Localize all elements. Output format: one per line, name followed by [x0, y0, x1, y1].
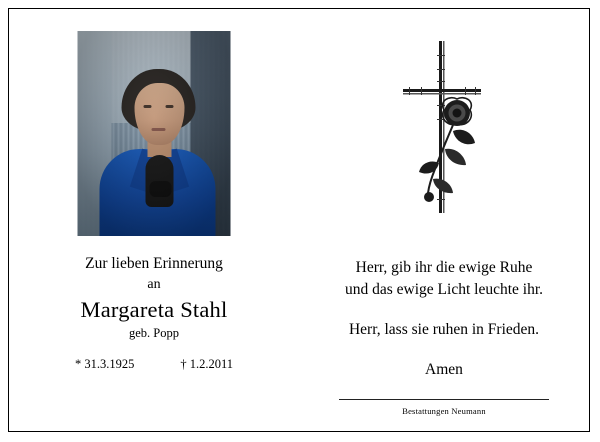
photo-vignette	[78, 31, 231, 236]
card-inner	[9, 9, 589, 431]
prayer-text-block	[309, 257, 579, 418]
right-panel	[299, 9, 589, 431]
death-date: † 1.2.2011	[180, 357, 234, 371]
maiden-name: geb. Popp	[129, 326, 179, 340]
verse-block-1	[309, 257, 579, 301]
portrait-photo-image	[78, 31, 231, 236]
verse-line-3: Herr, lass sie ruhen in Frieden.	[348, 321, 540, 338]
amen-line: Amen	[425, 361, 463, 378]
memorial-text-block	[9, 254, 299, 372]
birth-date: * 31.3.1925	[74, 357, 135, 371]
verse-line-2: und das ewige Licht leuchte ihr.	[345, 281, 543, 298]
cross-with-rose-icon	[369, 35, 519, 220]
verse-line-1: Herr, gib ihr die ewige Ruhe	[355, 259, 533, 276]
divider-rule	[339, 399, 549, 400]
life-dates	[9, 357, 299, 372]
intro-line-2: an	[147, 277, 161, 292]
intro-line-1: Zur lieben Erinnerung	[85, 255, 223, 272]
memorial-card	[8, 8, 590, 432]
left-panel	[9, 9, 299, 431]
portrait-photo	[78, 31, 231, 236]
deceased-name: Margareta Stahl	[80, 297, 228, 322]
funeral-home-signature: Bestattungen Neumann	[402, 406, 486, 416]
